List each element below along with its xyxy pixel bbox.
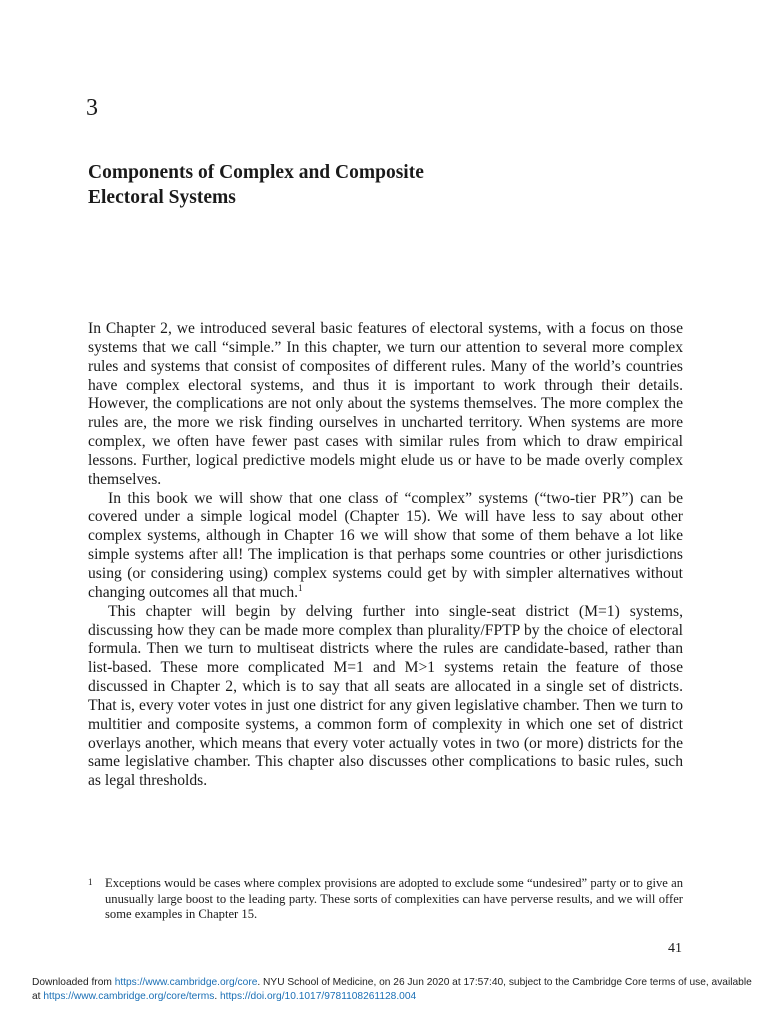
chapter-number: 3 xyxy=(86,95,98,121)
chapter-title-line-1: Components of Complex and Composite xyxy=(88,162,424,183)
footnote-reference[interactable]: 1 xyxy=(298,582,303,593)
footnote xyxy=(88,876,683,923)
cambridge-core-link[interactable]: https://www.cambridge.org/core xyxy=(114,977,258,988)
body-text xyxy=(88,320,683,791)
paragraph-2: In this book we will show that one class of “complex” systems (“two-tier PR”) can be covered under a simple logical model (Chapter 15). We will have less to say about other complex systems, although in Chapter 16 we will show that some of them behave a lot like simple systems after all! The implication is that perhaps some countries or other jurisdictions using (or considering using) complex systems could get by with simpler alternatives without changing outcomes all that much.$^1$ xyxy=(88,489,683,601)
footnote-text: Exceptions would be cases where complex provisions are adopted to exclude some “undesired” party or to give an unusually large boost to the leading party. These sorts of complexities can have perverse results, and we will offer some examples in Chapter 15. xyxy=(105,876,683,921)
download-notice: Downloaded from https://www.cambridge.org/core. NYU School of Medicine, on 26 Jun 2020 at 17:57:40, subject to the Cambridge Core terms of use, available at https://www.cambridge.org/core/terms. https://doi.org/10.1017/9781108261128.004 xyxy=(32,977,752,1002)
paragraph-1: In Chapter 2, we introduced several basic features of electoral systems, with a focus on those systems that we call “simple.” In this chapter, we turn our attention to several more complex rules and systems that consist of composites of different rules. Many of the world’s countries have complex electoral systems, and thus it is important to work through their details. However, the complications are not only about the systems themselves. The more complex the rules are, the more we risk finding ourselves in uncharted territory. When systems are more complex, we often have fewer past cases with similar rules from which to draw empirical lessons. Further, logical predictive models might elude us or have to be made overly complex themselves. xyxy=(88,320,683,488)
chapter-title xyxy=(88,160,648,210)
footnote-marker: 1 xyxy=(88,877,93,887)
doi-link[interactable]: https://doi.org/10.1017/9781108261128.004 xyxy=(219,990,417,1002)
chapter-title-line-2: Electoral Systems xyxy=(88,187,236,208)
terms-link[interactable]: https://www.cambridge.org/core/terms xyxy=(43,990,215,1002)
page-number: 41 xyxy=(668,941,682,956)
paragraph-3: This chapter will begin by delving further into single-seat district (M=1) systems, discussing how they can be made more complex than plurality/FPTP by the choice of electoral formula. Then we turn to multiseat districts where the rules are candidate-based, rather than list-based. These more complicated M=1 and M>1 systems retain the feature of those discussed in Chapter 2, which is to say that all seats are allocated in a single set of districts. That is, every voter votes in just one district for any given legislative chamber. Then we turn to multitier and composite systems, a common form of complexity in which one set of district overlays another, which means that every voter actually votes in two (or more) districts for the same legislative chamber. This chapter also discusses other complications to basic rules, such as legal thresholds. xyxy=(88,602,683,790)
